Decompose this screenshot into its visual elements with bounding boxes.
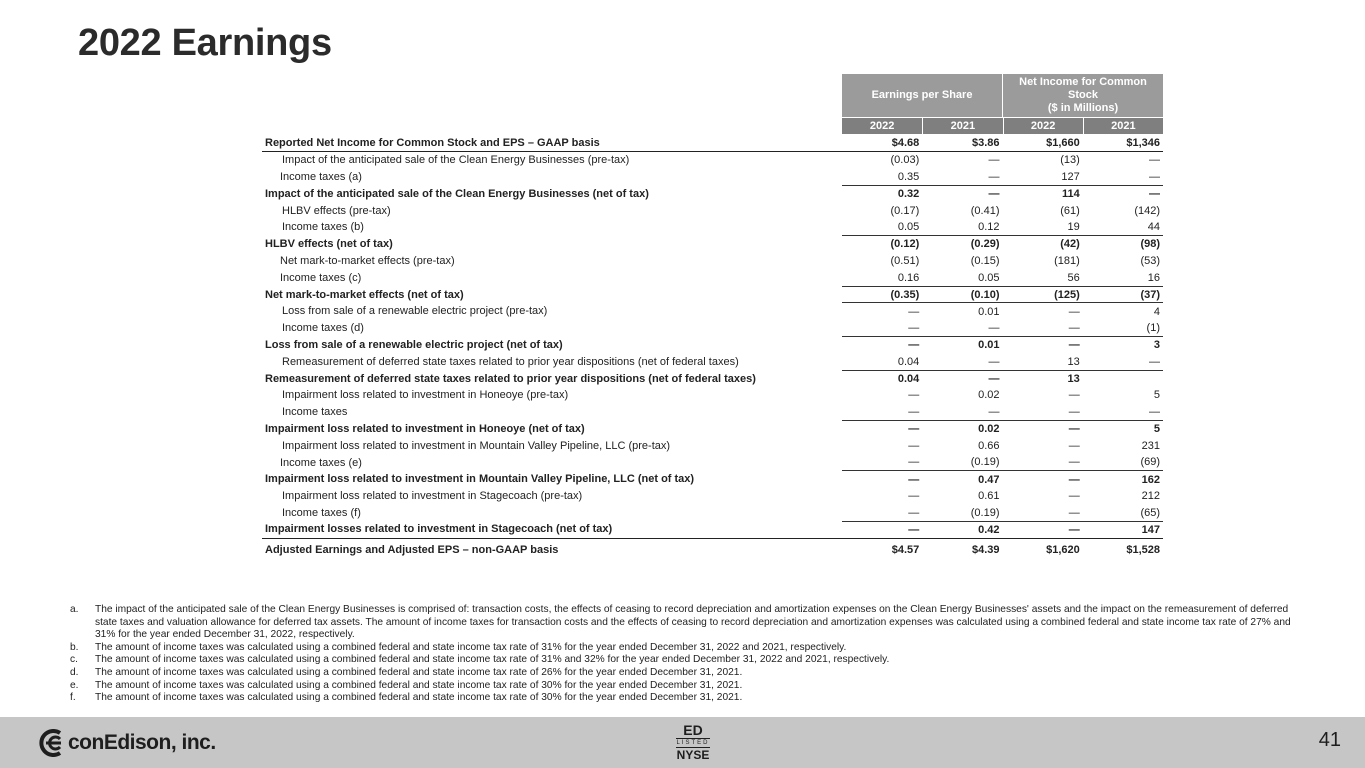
cell-ni-2021: — — [1149, 355, 1160, 368]
cell-eps-2022: (0.51) — [890, 254, 920, 267]
cell-eps-2022: $4.68 — [842, 135, 922, 152]
cell-eps-2022: — — [908, 456, 920, 469]
nyse-name: NYSE — [676, 748, 710, 762]
cell-eps-2022: 0.35 — [897, 170, 920, 183]
row-label: Net mark-to-market effects (net of tax) — [265, 288, 464, 301]
eps-header: Earnings per Share — [842, 74, 1002, 117]
year-header-ni-2022: 2022 — [1003, 118, 1083, 134]
nyse-listed-label: LISTED — [676, 740, 710, 746]
net-income-header-title: Net Income for Common Stock — [1019, 76, 1147, 101]
year-header-ni-2021: 2021 — [1083, 118, 1163, 134]
row-label: Impairment loss related to investment in Mountain Valley Pipeline, LLC (pre-tax) — [282, 439, 671, 452]
table-row — [262, 269, 1163, 286]
table-row — [262, 202, 1163, 219]
footnote-key: c. — [70, 654, 78, 666]
cell-ni-2021: — — [1149, 154, 1160, 167]
table-row — [262, 219, 1163, 236]
row-label: Loss from sale of a renewable electric project (net of tax) — [265, 338, 563, 351]
cell-eps-2022: 0.04 — [842, 370, 922, 387]
cell-eps-2022: 0.32 — [842, 185, 922, 202]
footer-bar — [0, 717, 1365, 768]
table-row — [262, 303, 1163, 320]
cell-ni-2022: — — [1068, 456, 1080, 469]
cell-eps-2021: (0.29) — [922, 236, 1002, 253]
table-row — [262, 505, 1163, 522]
cell-ni-2022: (13) — [1060, 154, 1080, 167]
row-label: Impairment loss related to investment in Stagecoach (pre-tax) — [282, 490, 583, 503]
cell-ni-2021: 44 — [1147, 221, 1160, 234]
cell-ni-2021: 5 — [1153, 389, 1160, 402]
row-label: Impact of the anticipated sale of the Clean Energy Businesses (net of tax) — [265, 187, 649, 200]
row-label: Remeasurement of deferred state taxes related to prior year dispositions (net of federal taxes) — [282, 355, 739, 368]
cell-ni-2021: (1) — [1146, 321, 1160, 334]
footnote — [70, 654, 1300, 667]
conedison-logo — [30, 729, 216, 757]
table-row — [262, 471, 1163, 488]
cell-ni-2021: 231 — [1141, 439, 1160, 452]
footnote — [70, 692, 1300, 705]
cell-eps-2021: 0.01 — [922, 337, 1002, 354]
cell-eps-2021: (0.15) — [970, 254, 1000, 267]
cell-eps-2022: — — [908, 439, 920, 452]
table-row — [262, 404, 1163, 421]
cell-eps-2022: — — [908, 490, 920, 503]
table-row — [262, 185, 1163, 202]
footnote-key: e. — [70, 679, 79, 691]
cell-ni-2022: — — [1068, 439, 1080, 452]
footnote-text: The amount of income taxes was calculated using a combined federal and state income tax rate of 26% for the year ended December 31, 2021. — [95, 666, 743, 678]
cell-eps-2021: (0.19) — [970, 456, 1000, 469]
cell-ni-2022: — — [1068, 389, 1080, 402]
cell-ni-2022: — — [1068, 506, 1080, 519]
page-number: 41 — [1318, 729, 1341, 751]
row-label: Impact of the anticipated sale of the Clean Energy Businesses (pre-tax) — [282, 154, 630, 167]
cell-eps-2022: (0.03) — [890, 154, 920, 167]
row-label: HLBV effects (net of tax) — [265, 238, 393, 251]
cell-ni-2021: (53) — [1140, 254, 1160, 267]
cell-eps-2021: — — [988, 154, 1000, 167]
cell-eps-2021: — — [988, 405, 1000, 418]
cell-ni-2021: (69) — [1140, 456, 1160, 469]
cell-eps-2021: 0.02 — [978, 389, 1000, 402]
footnote-key: d. — [70, 666, 79, 678]
table-row — [262, 488, 1163, 505]
cell-ni-2022: (125) — [1003, 286, 1083, 303]
footnote — [70, 604, 1300, 642]
footnote — [70, 667, 1300, 680]
footnote-text: The amount of income taxes was calculated using a combined federal and state income tax rate of 31% and 32% for the year ended December 31, 2022 and 2021, respectively. — [95, 654, 890, 666]
row-label: Reported Net Income for Common Stock and EPS – GAAP basis — [262, 135, 842, 152]
row-label: Income taxes — [282, 406, 348, 419]
cell-eps-2021: 0.66 — [978, 439, 1000, 452]
cell-ni-2021: 3 — [1083, 337, 1163, 354]
year-header-eps-2022: 2022 — [842, 118, 922, 134]
cell-eps-2021: (0.10) — [922, 286, 1002, 303]
cell-ni-2022: 13 — [1067, 355, 1080, 368]
row-label: Impairment losses related to investment in Stagecoach (net of tax) — [265, 523, 613, 536]
cell-ni-2021: — — [1149, 170, 1160, 183]
cell-eps-2022: — — [908, 389, 920, 402]
cell-ni-2021: 147 — [1083, 521, 1163, 538]
cell-eps-2021: $4.39 — [922, 538, 1002, 562]
footnote-text: The impact of the anticipated sale of the Clean Energy Businesses is comprised of: transaction costs, the effects of ceasing to record depreciation and amortization expenses on the Clean Energy Businesses' assets and the impact on the remeasurement of deferred state taxes and valuation allowance for deferred tax assets. The amount of income taxes for transaction costs and the effects of ceasing to record depreciation and amortization expenses was calculated using a combined federal and state income tax rate of 27% and 31% for the year ended December 31, 2022, respectively. — [95, 604, 1291, 641]
cell-eps-2021: (0.41) — [970, 204, 1000, 217]
cell-ni-2021: $1,346 — [1083, 135, 1163, 152]
row-label: Income taxes (c) — [280, 271, 362, 284]
cell-eps-2022: 0.16 — [897, 271, 920, 284]
table-row — [262, 437, 1163, 454]
year-header-eps-2021: 2021 — [922, 118, 1002, 134]
cell-ni-2021: 5 — [1083, 421, 1163, 438]
cell-ni-2022: — — [1003, 421, 1083, 438]
row-label: Loss from sale of a renewable electric project (pre-tax) — [282, 305, 548, 318]
row-label: Impairment loss related to investment in Honeoye (net of tax) — [265, 422, 585, 435]
table-row — [262, 387, 1163, 404]
row-label: Remeasurement of deferred state taxes related to prior year dispositions (net of federal taxes) — [265, 372, 756, 385]
cell-eps-2021: 0.05 — [978, 271, 1000, 284]
cell-eps-2021: $3.86 — [922, 135, 1002, 152]
cell-eps-2022: (0.35) — [842, 286, 922, 303]
row-label: Net mark-to-market effects (pre-tax) — [280, 254, 455, 267]
table-row-total — [262, 538, 1163, 562]
cell-ni-2022: $1,660 — [1003, 135, 1083, 152]
cell-eps-2022: (0.12) — [842, 236, 922, 253]
cell-eps-2022: — — [842, 471, 922, 488]
row-label: Income taxes (b) — [282, 221, 364, 234]
cell-ni-2022: 13 — [1003, 370, 1083, 387]
cell-ni-2021 — [1083, 370, 1163, 387]
row-label: Income taxes (a) — [280, 170, 362, 183]
cell-eps-2022: $4.57 — [842, 538, 922, 562]
cell-eps-2021: — — [922, 185, 1002, 202]
footnote-key: f. — [70, 692, 76, 704]
nyse-ticker: ED — [683, 722, 703, 738]
cell-ni-2022: — — [1068, 405, 1080, 418]
cell-eps-2021: 0.02 — [922, 421, 1002, 438]
footnotes — [70, 604, 1300, 705]
cell-ni-2022: — — [1003, 303, 1083, 320]
row-label: Income taxes (e) — [280, 456, 362, 469]
row-label: Income taxes (f) — [282, 506, 361, 519]
cell-ni-2021: (142) — [1134, 204, 1160, 217]
cell-eps-2022: — — [842, 521, 922, 538]
cell-ni-2021: — — [1083, 185, 1163, 202]
net-income-header — [1003, 74, 1163, 117]
cell-ni-2021: (98) — [1083, 236, 1163, 253]
cell-eps-2021: — — [922, 370, 1002, 387]
table-row — [262, 286, 1163, 303]
row-label: Impairment loss related to investment in Mountain Valley Pipeline, LLC (net of tax) — [265, 473, 695, 486]
footnote-text: The amount of income taxes was calculated using a combined federal and state income tax rate of 31% for the year ended December 31, 2022 and 2021, respectively. — [95, 641, 847, 653]
cell-ni-2022: — — [1068, 321, 1080, 334]
cell-eps-2021: — — [988, 321, 1000, 334]
cell-eps-2021: — — [988, 355, 1000, 368]
footnote — [70, 680, 1300, 693]
cell-eps-2021: — — [988, 170, 1000, 183]
cell-eps-2021: 0.47 — [922, 471, 1002, 488]
footnote-text: The amount of income taxes was calculated using a combined federal and state income tax rate of 30% for the year ended December 31, 2021. — [95, 692, 743, 704]
cell-eps-2021: 0.61 — [978, 490, 1000, 503]
nyse-listed-badge — [672, 723, 714, 762]
cell-eps-2022: — — [842, 303, 922, 320]
cell-ni-2022: — — [1068, 490, 1080, 503]
row-label: Income taxes (d) — [282, 322, 364, 335]
cell-ni-2021: 4 — [1083, 303, 1163, 320]
cell-ni-2022: (61) — [1060, 204, 1080, 217]
table-row — [262, 320, 1163, 337]
table-row — [262, 353, 1163, 370]
cell-ni-2021: — — [1149, 405, 1160, 418]
footnote-key: b. — [70, 641, 79, 653]
footnote — [70, 642, 1300, 655]
cell-ni-2021: 162 — [1083, 471, 1163, 488]
cell-eps-2022: — — [908, 405, 920, 418]
table-row — [262, 253, 1163, 270]
cell-ni-2022: — — [1003, 521, 1083, 538]
logo-text: conEdison, inc. — [68, 731, 216, 754]
cell-eps-2021: (0.19) — [970, 506, 1000, 519]
cell-ni-2021: $1,528 — [1083, 538, 1163, 562]
table-row — [262, 337, 1163, 354]
earnings-table — [262, 135, 1163, 562]
row-label: Impairment loss related to investment in Honeoye (pre-tax) — [282, 389, 569, 402]
table-row — [262, 521, 1163, 538]
cell-eps-2022: (0.17) — [890, 204, 920, 217]
table-row — [262, 169, 1163, 186]
cell-ni-2022: — — [1003, 471, 1083, 488]
cell-eps-2021: 0.42 — [922, 521, 1002, 538]
table-row — [262, 454, 1163, 471]
table-row — [262, 236, 1163, 253]
conedison-c-icon — [30, 729, 64, 757]
table-row — [262, 421, 1163, 438]
table-row — [262, 370, 1163, 387]
table-row — [262, 152, 1163, 169]
year-header-row — [842, 118, 1163, 134]
cell-ni-2022: 114 — [1003, 185, 1083, 202]
row-label: Adjusted Earnings and Adjusted EPS – non-GAAP basis — [262, 538, 842, 562]
cell-ni-2022: — — [1003, 337, 1083, 354]
row-label: HLBV effects (pre-tax) — [282, 204, 391, 217]
cell-eps-2022: 0.05 — [897, 221, 920, 234]
table-row — [262, 135, 1163, 152]
page-title: 2022 Earnings — [78, 22, 332, 64]
cell-ni-2021: 212 — [1141, 490, 1160, 503]
cell-ni-2021: (65) — [1140, 506, 1160, 519]
cell-eps-2022: 0.04 — [897, 355, 920, 368]
cell-ni-2022: $1,620 — [1003, 538, 1083, 562]
cell-ni-2022: (181) — [1054, 254, 1080, 267]
cell-ni-2021: (37) — [1083, 286, 1163, 303]
cell-ni-2022: 56 — [1067, 271, 1080, 284]
cell-eps-2022: — — [842, 337, 922, 354]
cell-eps-2022: — — [908, 321, 920, 334]
net-income-header-units: ($ in Millions) — [1047, 102, 1119, 114]
cell-eps-2022: — — [842, 421, 922, 438]
cell-eps-2021: 0.01 — [922, 303, 1002, 320]
cell-ni-2021: 16 — [1147, 271, 1160, 284]
cell-ni-2022: (42) — [1003, 236, 1083, 253]
cell-eps-2021: 0.12 — [978, 221, 1000, 234]
cell-ni-2022: 19 — [1067, 221, 1080, 234]
cell-eps-2022: — — [908, 506, 920, 519]
footnote-text: The amount of income taxes was calculated using a combined federal and state income tax rate of 30% for the year ended December 31, 2021. — [95, 679, 743, 691]
footnote-key: a. — [70, 604, 79, 615]
cell-ni-2022: 127 — [1061, 170, 1080, 183]
